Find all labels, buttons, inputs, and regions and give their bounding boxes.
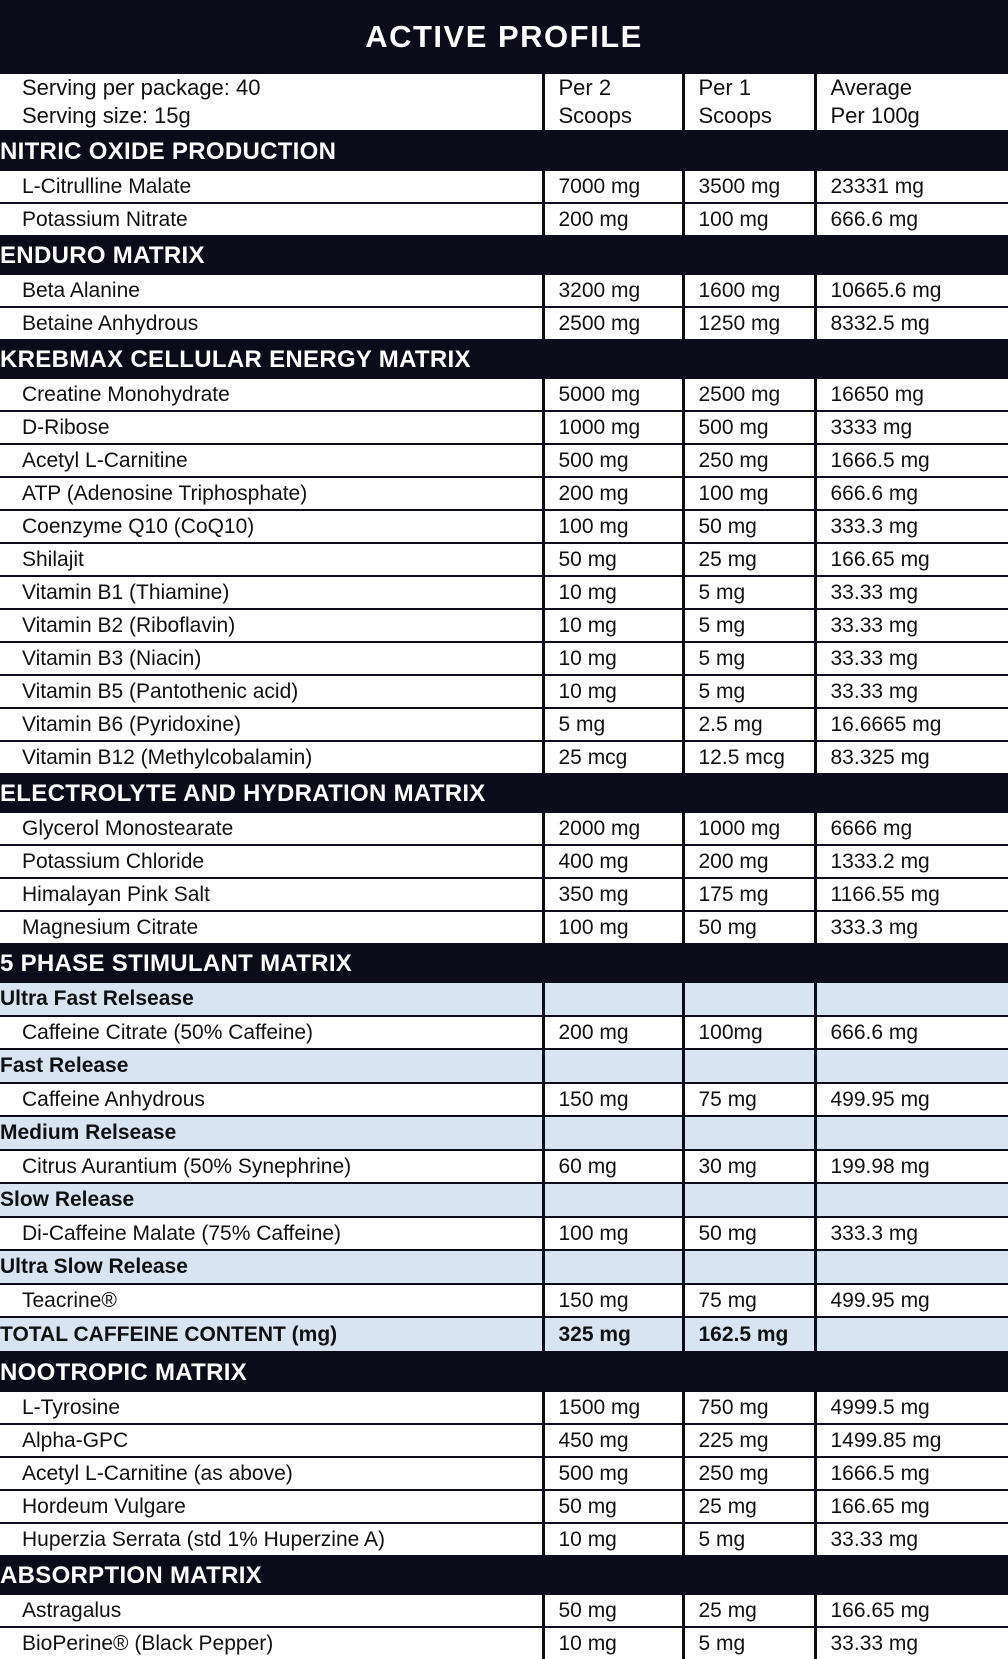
ingredient-amount-per-100g: 499.95 mg: [815, 1284, 1008, 1317]
ingredient-amount-two-scoops: 25 mcg: [543, 741, 683, 774]
panel-title: ACTIVE PROFILE: [0, 0, 1008, 74]
ingredient-row: [0, 1424, 1008, 1457]
ingredient-amount-per-100g: 33.33 mg: [815, 1523, 1008, 1556]
section-title: NITRIC OXIDE PRODUCTION: [0, 132, 1008, 172]
section-header-row: [0, 132, 1008, 172]
ingredient-amount-per-100g: 10665.6 mg: [815, 275, 1008, 307]
ingredient-name: L-Tyrosine: [0, 1392, 543, 1424]
ingredient-amount-two-scoops: 400 mg: [543, 845, 683, 878]
column-header-one-scoop: [683, 74, 815, 132]
subsection-empty-cell: [683, 1116, 815, 1150]
ingredient-name: Acetyl L-Carnitine (as above): [0, 1457, 543, 1490]
ingredient-amount-two-scoops: 200 mg: [543, 477, 683, 510]
subsection-row: [0, 1183, 1008, 1217]
ingredient-name: ATP (Adenosine Triphosphate): [0, 477, 543, 510]
ingredient-amount-two-scoops: 50 mg: [543, 1595, 683, 1627]
ingredient-amount-one-scoop: 225 mg: [683, 1424, 815, 1457]
ingredient-name: L-Citrulline Malate: [0, 171, 543, 203]
subsection-empty-cell: [543, 1049, 683, 1083]
ingredient-row: [0, 543, 1008, 576]
ingredient-amount-two-scoops: 350 mg: [543, 878, 683, 911]
ingredient-name: Di-Caffeine Malate (75% Caffeine): [0, 1217, 543, 1250]
ingredient-amount-per-100g: 1166.55 mg: [815, 878, 1008, 911]
total-caffeine-label: TOTAL CAFFEINE CONTENT (mg): [0, 1317, 543, 1353]
section-header-row: [0, 944, 1008, 983]
ingredient-amount-per-100g: 16650 mg: [815, 379, 1008, 411]
ingredient-amount-two-scoops: 10 mg: [543, 642, 683, 675]
ingredient-row: [0, 1523, 1008, 1556]
ingredient-row: [0, 411, 1008, 444]
column-header-average-line1: Average: [831, 74, 1008, 102]
ingredient-name: Shilajit: [0, 543, 543, 576]
subsection-empty-cell: [815, 983, 1008, 1016]
ingredient-amount-one-scoop: 5 mg: [683, 576, 815, 609]
ingredient-amount-one-scoop: 25 mg: [683, 1490, 815, 1523]
ingredient-amount-one-scoop: 1250 mg: [683, 307, 815, 340]
subsection-row: [0, 983, 1008, 1016]
ingredient-amount-two-scoops: 5000 mg: [543, 379, 683, 411]
ingredient-amount-per-100g: 23331 mg: [815, 171, 1008, 203]
section-header-row: [0, 340, 1008, 379]
panel-title-row: [0, 0, 1008, 74]
section-title: KREBMAX CELLULAR ENERGY MATRIX: [0, 340, 1008, 379]
ingredient-amount-per-100g: 666.6 mg: [815, 1016, 1008, 1049]
ingredient-name: Vitamin B12 (Methylcobalamin): [0, 741, 543, 774]
ingredient-amount-per-100g: 333.3 mg: [815, 510, 1008, 543]
ingredient-amount-one-scoop: 5 mg: [683, 675, 815, 708]
ingredient-amount-two-scoops: 100 mg: [543, 1217, 683, 1250]
ingredient-name: BioPerine® (Black Pepper): [0, 1627, 543, 1659]
ingredient-amount-per-100g: 166.65 mg: [815, 1595, 1008, 1627]
ingredient-row: [0, 1457, 1008, 1490]
section-title: ENDURO MATRIX: [0, 236, 1008, 275]
ingredient-amount-one-scoop: 5 mg: [683, 609, 815, 642]
ingredient-row: [0, 878, 1008, 911]
ingredient-row: [0, 609, 1008, 642]
ingredient-amount-two-scoops: 2000 mg: [543, 813, 683, 845]
serving-size: Serving size: 15g: [22, 102, 542, 130]
ingredient-amount-per-100g: 3333 mg: [815, 411, 1008, 444]
ingredient-row: [0, 1016, 1008, 1049]
ingredient-amount-per-100g: 166.65 mg: [815, 543, 1008, 576]
ingredient-amount-per-100g: 33.33 mg: [815, 609, 1008, 642]
ingredient-amount-one-scoop: 500 mg: [683, 411, 815, 444]
ingredient-amount-two-scoops: 3200 mg: [543, 275, 683, 307]
ingredient-name: Huperzia Serrata (std 1% Huperzine A): [0, 1523, 543, 1556]
ingredient-amount-one-scoop: 25 mg: [683, 1595, 815, 1627]
ingredient-name: Vitamin B3 (Niacin): [0, 642, 543, 675]
ingredient-row: [0, 1392, 1008, 1424]
ingredient-row: [0, 171, 1008, 203]
ingredient-name: Creatine Monohydrate: [0, 379, 543, 411]
ingredient-amount-per-100g: 333.3 mg: [815, 911, 1008, 944]
ingredient-amount-one-scoop: 50 mg: [683, 510, 815, 543]
section-title: ELECTROLYTE AND HYDRATION MATRIX: [0, 774, 1008, 813]
ingredient-amount-two-scoops: 450 mg: [543, 1424, 683, 1457]
column-header-average-line2: Per 100g: [831, 102, 1008, 130]
ingredient-amount-per-100g: 333.3 mg: [815, 1217, 1008, 1250]
ingredient-name: Astragalus: [0, 1595, 543, 1627]
serving-info-cell: [0, 74, 543, 132]
subsection-row: [0, 1250, 1008, 1284]
ingredient-name: Potassium Nitrate: [0, 203, 543, 236]
ingredient-name: Vitamin B1 (Thiamine): [0, 576, 543, 609]
ingredient-amount-two-scoops: 10 mg: [543, 1627, 683, 1659]
ingredient-amount-two-scoops: 100 mg: [543, 510, 683, 543]
ingredient-amount-two-scoops: 1000 mg: [543, 411, 683, 444]
ingredient-name: Teacrine®: [0, 1284, 543, 1317]
ingredient-row: [0, 1490, 1008, 1523]
ingredient-amount-one-scoop: 100 mg: [683, 203, 815, 236]
ingredient-name: Citrus Aurantium (50% Synephrine): [0, 1150, 543, 1183]
ingredient-amount-one-scoop: 250 mg: [683, 444, 815, 477]
subsection-label: Slow Release: [0, 1183, 543, 1217]
ingredient-amount-two-scoops: 10 mg: [543, 675, 683, 708]
ingredient-amount-two-scoops: 500 mg: [543, 1457, 683, 1490]
ingredient-row: [0, 911, 1008, 944]
ingredient-name: Caffeine Citrate (50% Caffeine): [0, 1016, 543, 1049]
subsection-label: Medium Relsease: [0, 1116, 543, 1150]
total-caffeine-value: 162.5 mg: [683, 1317, 815, 1353]
ingredient-amount-one-scoop: 100 mg: [683, 477, 815, 510]
ingredient-amount-per-100g: 33.33 mg: [815, 642, 1008, 675]
ingredient-amount-one-scoop: 12.5 mcg: [683, 741, 815, 774]
ingredient-name: Himalayan Pink Salt: [0, 878, 543, 911]
subsection-row: [0, 1049, 1008, 1083]
ingredient-amount-per-100g: 166.65 mg: [815, 1490, 1008, 1523]
table-header-row: [0, 74, 1008, 132]
total-caffeine-value: 325 mg: [543, 1317, 683, 1353]
ingredient-amount-one-scoop: 175 mg: [683, 878, 815, 911]
ingredient-row: [0, 845, 1008, 878]
ingredient-name: D-Ribose: [0, 411, 543, 444]
ingredient-row: [0, 708, 1008, 741]
ingredient-amount-two-scoops: 50 mg: [543, 543, 683, 576]
serving-per-package: Serving per package: 40: [22, 74, 542, 102]
ingredient-amount-one-scoop: 1000 mg: [683, 813, 815, 845]
subsection-label: Fast Release: [0, 1049, 543, 1083]
section-title: 5 PHASE STIMULANT MATRIX: [0, 944, 1008, 983]
column-header-two-scoops-line2: Scoops: [559, 102, 682, 130]
subsection-label: Ultra Slow Release: [0, 1250, 543, 1284]
ingredient-amount-one-scoop: 2500 mg: [683, 379, 815, 411]
ingredient-amount-per-100g: 16.6665 mg: [815, 708, 1008, 741]
column-header-two-scoops-line1: Per 2: [559, 74, 682, 102]
column-header-average: [815, 74, 1008, 132]
ingredient-amount-two-scoops: 10 mg: [543, 1523, 683, 1556]
subsection-empty-cell: [815, 1183, 1008, 1217]
ingredient-amount-one-scoop: 50 mg: [683, 1217, 815, 1250]
section-title: NOOTROPIC MATRIX: [0, 1353, 1008, 1393]
section-header-row: [0, 1556, 1008, 1595]
ingredient-row: [0, 576, 1008, 609]
ingredient-amount-per-100g: 666.6 mg: [815, 203, 1008, 236]
subsection-empty-cell: [683, 1049, 815, 1083]
ingredient-amount-per-100g: 199.98 mg: [815, 1150, 1008, 1183]
ingredient-amount-per-100g: 33.33 mg: [815, 1627, 1008, 1659]
ingredient-amount-per-100g: 33.33 mg: [815, 675, 1008, 708]
ingredient-amount-per-100g: 8332.5 mg: [815, 307, 1008, 340]
ingredient-row: [0, 642, 1008, 675]
ingredient-amount-two-scoops: 5 mg: [543, 708, 683, 741]
ingredient-amount-two-scoops: 150 mg: [543, 1284, 683, 1317]
ingredient-amount-two-scoops: 10 mg: [543, 576, 683, 609]
column-header-one-scoop-line1: Per 1: [699, 74, 814, 102]
ingredient-name: Acetyl L-Carnitine: [0, 444, 543, 477]
ingredient-amount-one-scoop: 750 mg: [683, 1392, 815, 1424]
ingredient-amount-per-100g: 83.325 mg: [815, 741, 1008, 774]
ingredient-row: [0, 307, 1008, 340]
ingredient-row: [0, 1627, 1008, 1659]
subsection-empty-cell: [543, 1250, 683, 1284]
ingredient-amount-per-100g: 1333.2 mg: [815, 845, 1008, 878]
ingredient-row: [0, 813, 1008, 845]
ingredient-amount-two-scoops: 60 mg: [543, 1150, 683, 1183]
ingredient-amount-two-scoops: 50 mg: [543, 1490, 683, 1523]
ingredient-amount-one-scoop: 2.5 mg: [683, 708, 815, 741]
ingredient-row: [0, 1284, 1008, 1317]
ingredient-amount-two-scoops: 200 mg: [543, 203, 683, 236]
ingredient-row: [0, 275, 1008, 307]
ingredient-row: [0, 1217, 1008, 1250]
ingredient-amount-one-scoop: 75 mg: [683, 1284, 815, 1317]
ingredient-row: [0, 675, 1008, 708]
ingredient-amount-two-scoops: 1500 mg: [543, 1392, 683, 1424]
subsection-empty-cell: [543, 1116, 683, 1150]
ingredient-row: [0, 444, 1008, 477]
ingredient-name: Vitamin B5 (Pantothenic acid): [0, 675, 543, 708]
ingredient-amount-one-scoop: 25 mg: [683, 543, 815, 576]
ingredient-amount-per-100g: 1666.5 mg: [815, 444, 1008, 477]
ingredient-amount-per-100g: 1499.85 mg: [815, 1424, 1008, 1457]
ingredient-name: Beta Alanine: [0, 275, 543, 307]
ingredient-name: Potassium Chloride: [0, 845, 543, 878]
ingredient-name: Caffeine Anhydrous: [0, 1083, 543, 1116]
ingredient-name: Alpha-GPC: [0, 1424, 543, 1457]
subsection-empty-cell: [683, 1183, 815, 1217]
ingredient-amount-per-100g: 1666.5 mg: [815, 1457, 1008, 1490]
subsection-label: Ultra Fast Relsease: [0, 983, 543, 1016]
ingredient-row: [0, 1083, 1008, 1116]
column-header-two-scoops: [543, 74, 683, 132]
ingredient-amount-per-100g: 6666 mg: [815, 813, 1008, 845]
subsection-empty-cell: [683, 1250, 815, 1284]
ingredient-name: Betaine Anhydrous: [0, 307, 543, 340]
ingredient-amount-two-scoops: 500 mg: [543, 444, 683, 477]
column-header-one-scoop-line2: Scoops: [699, 102, 814, 130]
ingredient-amount-per-100g: 666.6 mg: [815, 477, 1008, 510]
ingredient-name: Hordeum Vulgare: [0, 1490, 543, 1523]
ingredient-amount-two-scoops: 150 mg: [543, 1083, 683, 1116]
subsection-empty-cell: [815, 1049, 1008, 1083]
section-header-row: [0, 236, 1008, 275]
ingredient-amount-one-scoop: 1600 mg: [683, 275, 815, 307]
ingredient-amount-two-scoops: 10 mg: [543, 609, 683, 642]
ingredient-amount-one-scoop: 30 mg: [683, 1150, 815, 1183]
ingredient-amount-per-100g: 4999.5 mg: [815, 1392, 1008, 1424]
ingredient-amount-one-scoop: 100mg: [683, 1016, 815, 1049]
ingredient-amount-one-scoop: 5 mg: [683, 1627, 815, 1659]
ingredient-row: [0, 741, 1008, 774]
ingredient-amount-one-scoop: 50 mg: [683, 911, 815, 944]
ingredient-name: Vitamin B2 (Riboflavin): [0, 609, 543, 642]
ingredient-amount-one-scoop: 5 mg: [683, 642, 815, 675]
ingredient-amount-one-scoop: 3500 mg: [683, 171, 815, 203]
ingredient-name: Coenzyme Q10 (CoQ10): [0, 510, 543, 543]
ingredient-amount-one-scoop: 5 mg: [683, 1523, 815, 1556]
ingredient-amount-one-scoop: 75 mg: [683, 1083, 815, 1116]
ingredient-amount-one-scoop: 250 mg: [683, 1457, 815, 1490]
ingredient-amount-per-100g: 499.95 mg: [815, 1083, 1008, 1116]
subsection-row: [0, 1116, 1008, 1150]
section-title: ABSORPTION MATRIX: [0, 1556, 1008, 1595]
ingredient-row: [0, 203, 1008, 236]
ingredient-amount-two-scoops: 7000 mg: [543, 171, 683, 203]
total-caffeine-row: [0, 1317, 1008, 1353]
subsection-empty-cell: [543, 983, 683, 1016]
section-header-row: [0, 1353, 1008, 1393]
ingredient-amount-two-scoops: 100 mg: [543, 911, 683, 944]
ingredient-name: Magnesium Citrate: [0, 911, 543, 944]
ingredient-amount-one-scoop: 200 mg: [683, 845, 815, 878]
subsection-empty-cell: [815, 1250, 1008, 1284]
ingredient-amount-two-scoops: 200 mg: [543, 1016, 683, 1049]
ingredient-amount-two-scoops: 2500 mg: [543, 307, 683, 340]
total-caffeine-value: [815, 1317, 1008, 1353]
ingredient-row: [0, 477, 1008, 510]
ingredient-amount-per-100g: 33.33 mg: [815, 576, 1008, 609]
ingredient-row: [0, 379, 1008, 411]
ingredient-row: [0, 1150, 1008, 1183]
ingredient-row: [0, 1595, 1008, 1627]
ingredient-row: [0, 510, 1008, 543]
subsection-empty-cell: [543, 1183, 683, 1217]
ingredient-name: Vitamin B6 (Pyridoxine): [0, 708, 543, 741]
section-header-row: [0, 774, 1008, 813]
subsection-empty-cell: [683, 983, 815, 1016]
subsection-empty-cell: [815, 1116, 1008, 1150]
ingredient-name: Glycerol Monostearate: [0, 813, 543, 845]
